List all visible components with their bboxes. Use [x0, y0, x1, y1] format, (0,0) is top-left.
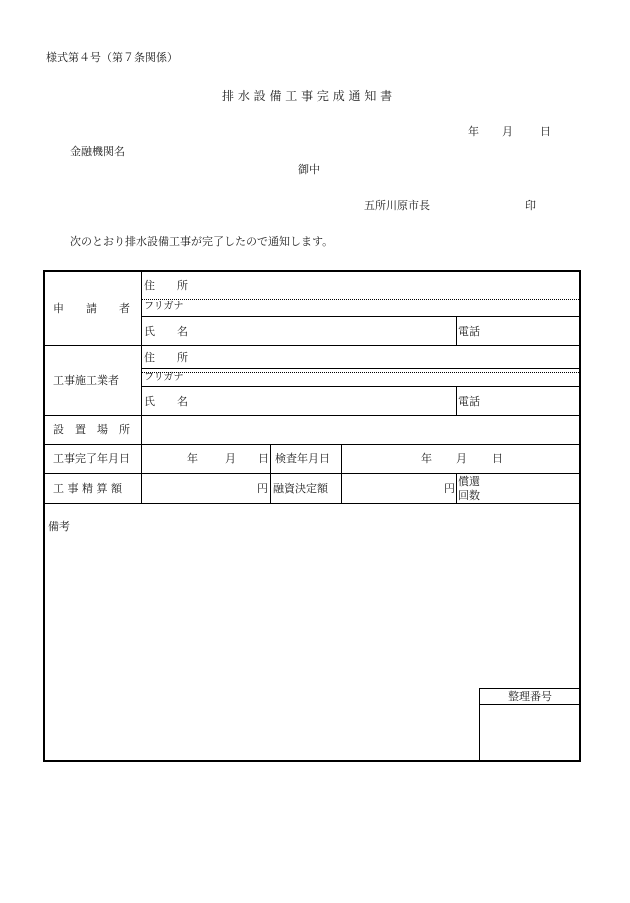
repayment-count-label-line1: 償還	[458, 475, 480, 488]
date-month-label: 月	[502, 125, 513, 138]
remarks-label: 備考	[48, 520, 70, 533]
row-divider	[45, 473, 579, 474]
intro-text: 次のとおり排水設備工事が完了したので通知します。	[70, 235, 334, 248]
completion-date-label: 工事完了年月日	[53, 452, 130, 465]
phone-divider	[456, 386, 457, 415]
inspection-day-label: 日	[492, 452, 503, 465]
completion-form-table	[43, 270, 581, 762]
row-divider	[45, 415, 579, 416]
inspection-year-label: 年	[421, 452, 432, 465]
applicant-phone-label: 電話	[458, 325, 480, 338]
reference-box-left	[479, 688, 480, 760]
contractor-furigana-label: フリガナ	[144, 372, 184, 383]
applicant-label: 申 請 者	[53, 302, 130, 315]
loan-yen-unit: 円	[444, 482, 455, 495]
date-year-label: 年	[468, 125, 479, 138]
form-number: 様式第４号（第７条関係）	[46, 51, 178, 64]
page-title: 排 水 設 備 工 事 完 成 通 知 書	[222, 89, 393, 103]
contractor-label: 工事施工業者	[53, 374, 119, 387]
column-divider	[341, 444, 342, 503]
completion-day-label: 日	[258, 452, 269, 465]
loan-amount-label: 融資決定額	[273, 482, 328, 495]
phone-divider	[456, 316, 457, 345]
column-divider	[456, 473, 457, 503]
column-divider	[270, 444, 271, 503]
row-divider	[45, 503, 579, 504]
sub-row-divider	[141, 316, 579, 317]
applicant-address-label: 住 所	[144, 279, 188, 292]
seal-mark: 印	[525, 199, 536, 212]
location-label: 設 置 場 所	[53, 423, 130, 436]
recipient-suffix: 御中	[298, 163, 320, 176]
row-divider	[45, 345, 579, 346]
furigana-divider	[141, 372, 579, 373]
label-column-divider	[141, 272, 142, 503]
reference-box-top	[479, 688, 579, 689]
repayment-count-label-line2: 回数	[458, 489, 480, 502]
contractor-address-label: 住 所	[144, 351, 188, 364]
inspection-date-label: 検査年月日	[275, 452, 330, 465]
sender-name: 五所川原市長	[364, 199, 430, 212]
applicant-furigana-label: フリガナ	[144, 301, 184, 312]
reference-number-label: 整理番号	[508, 690, 552, 703]
inspection-month-label: 月	[456, 452, 467, 465]
completion-month-label: 月	[225, 452, 236, 465]
reference-box-divider	[479, 704, 579, 705]
recipient-label: 金融機関名	[70, 145, 125, 158]
sub-row-divider	[141, 386, 579, 387]
furigana-divider	[141, 299, 579, 300]
settlement-amount-label: 工 事 精 算 額	[53, 482, 122, 495]
row-divider	[45, 444, 579, 445]
applicant-name-label: 氏 名	[144, 325, 188, 338]
contractor-name-label: 氏 名	[144, 395, 188, 408]
contractor-phone-label: 電話	[458, 395, 480, 408]
date-day-label: 日	[540, 125, 551, 138]
settlement-yen-unit: 円	[257, 482, 268, 495]
completion-year-label: 年	[187, 452, 198, 465]
sub-row-divider	[141, 368, 579, 369]
